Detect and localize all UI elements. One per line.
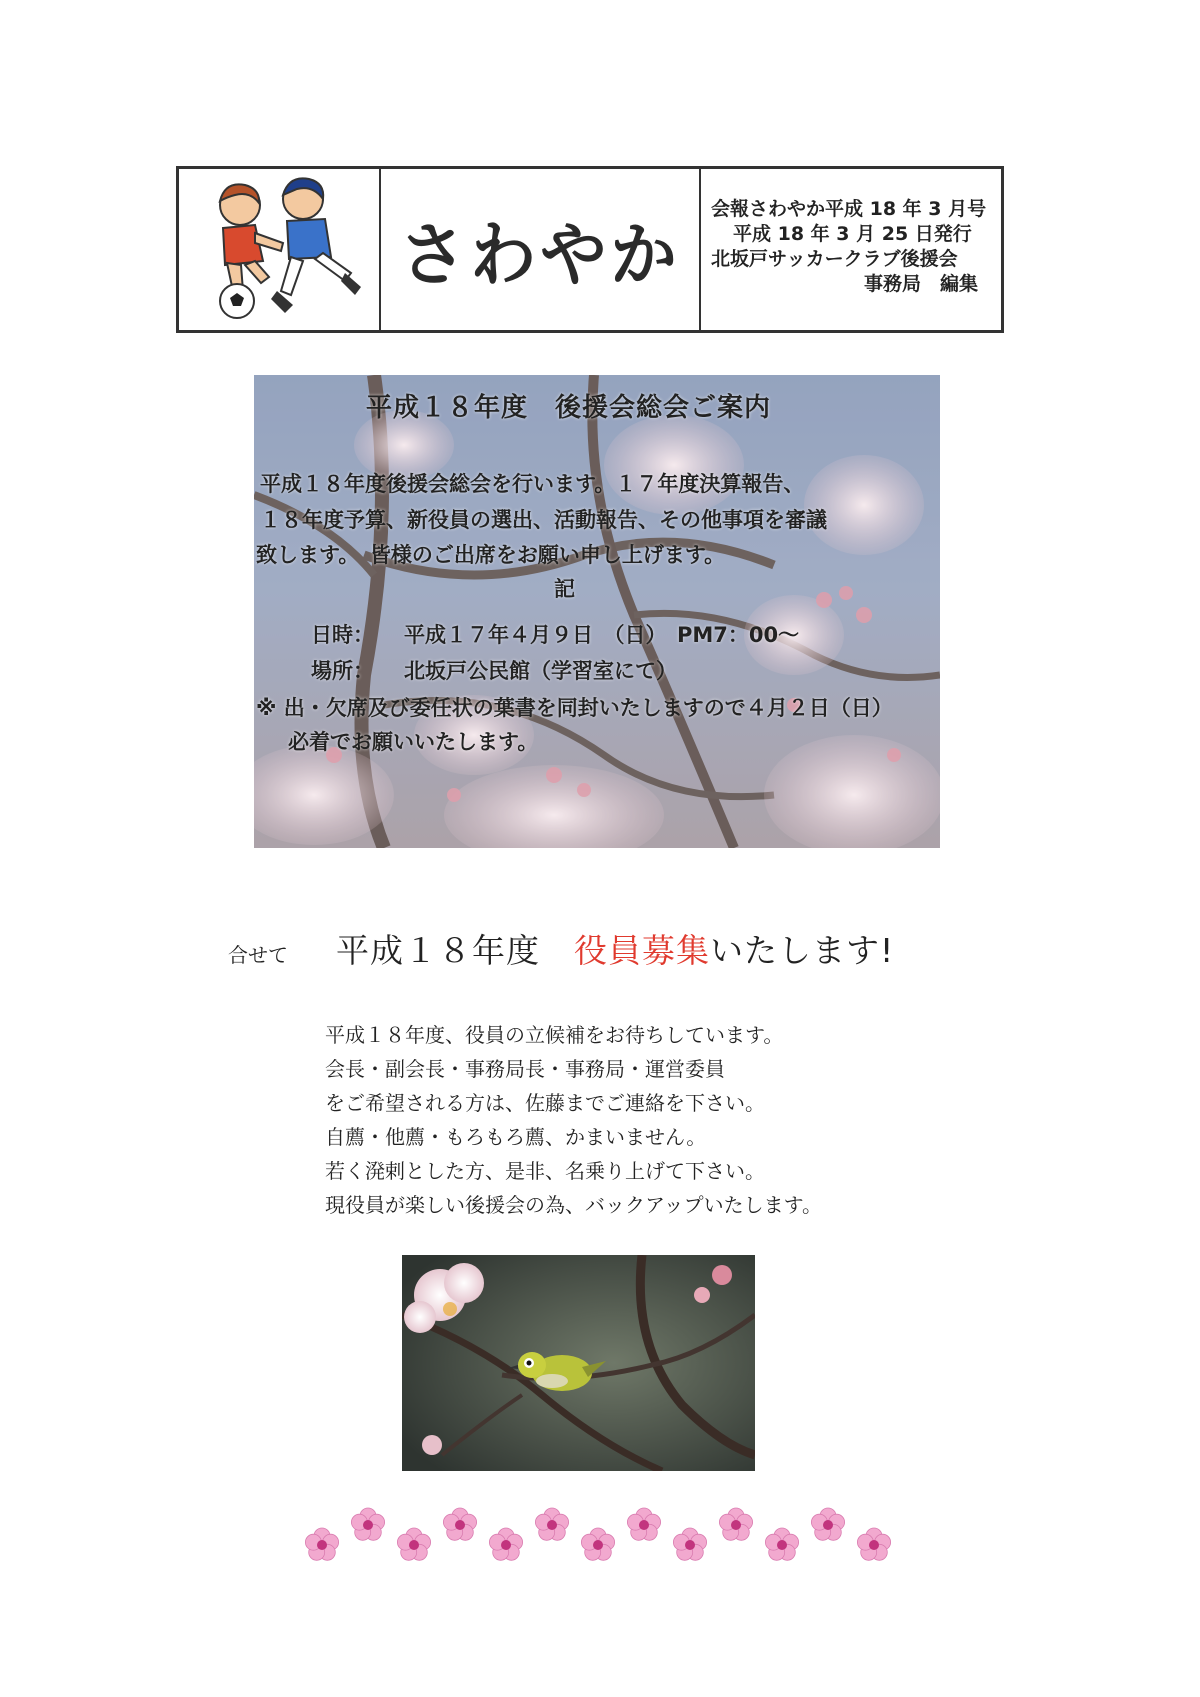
flower-icon (719, 1508, 752, 1540)
notice-ki-mark: 記 (554, 577, 575, 601)
datetime-label: 日時： (311, 623, 374, 647)
datetime-value: 平成１７年４月９日 （日） PM7：00～ (404, 623, 800, 647)
recruitment-line: 会長・副会長・事務局長・事務局・運営委員 (325, 1057, 725, 1081)
flower-icon (627, 1508, 660, 1540)
recruitment-title (336, 925, 894, 972)
recruitment-highlight: 役員募集 (574, 931, 710, 970)
recruitment-line: 若く溌剌とした方、是非、名乗り上げて下さい。 (325, 1159, 765, 1183)
header-info-cell (701, 169, 1001, 330)
cherry-blossom-photo (254, 375, 940, 848)
flower-icon (673, 1528, 706, 1560)
recruitment-title-part: いたします! (710, 931, 895, 970)
flower-icon (397, 1528, 430, 1560)
pink-flower-border (300, 1495, 920, 1575)
flower-icon (857, 1528, 890, 1560)
editor-line: 事務局 編集 (864, 273, 979, 295)
notice-title: 平成１８年度 後援会総会ご案内 (366, 393, 772, 423)
flower-icon (351, 1508, 384, 1540)
general-meeting-notice (254, 375, 940, 848)
flower-icon (489, 1528, 522, 1560)
recruitment-line: をご希望される方は、佐藤までご連絡を下さい。 (325, 1091, 765, 1115)
notice-body-line: 致します。 皆様のご出席をお願い申し上げます。 (256, 543, 726, 567)
header-illustration-cell (179, 169, 381, 330)
place-label: 場所： (311, 659, 374, 683)
newsletter-title: さわやか (399, 214, 681, 296)
issue-line: 会報さわやか平成 18 年 3 月号 (711, 198, 987, 220)
recruitment-line: 平成１８年度、役員の立候補をお待ちしています。 (325, 1023, 784, 1047)
publish-date-line: 平成 18 年 3 月 25 日発行 (733, 223, 972, 245)
recruitment-line: 現役員が楽しい後援会の為、バックアップいたします。 (325, 1193, 822, 1217)
recruitment-line: 自薦・他薦・もろもろ薦、かまいません。 (325, 1125, 707, 1149)
soccer-players-icon (185, 173, 375, 328)
header-title-cell (381, 169, 701, 330)
bird-photo-image (402, 1255, 755, 1471)
flower-icon (811, 1508, 844, 1540)
recruitment-body (325, 1018, 822, 1222)
flower-icon (305, 1528, 338, 1560)
white-eye-bird-photo (402, 1255, 755, 1471)
recruitment-prefix: 合せて (228, 943, 288, 967)
reply-note-line: 必着でお願いいたします。 (288, 730, 539, 754)
flower-icon (443, 1508, 476, 1540)
flower-icon (765, 1528, 798, 1560)
notice-body-line: １８年度予算、新役員の選出、活動報告、その他事項を審議 (260, 508, 827, 532)
flower-icon (535, 1508, 568, 1540)
newsletter-header (176, 166, 1004, 333)
recruitment-title-part: 平成１８年度 (336, 931, 574, 970)
flower-icon (581, 1528, 614, 1560)
reply-note-line: ※ 出・欠席及び委任状の葉書を同封いたしますので４月２日（日） (256, 696, 893, 720)
notice-body-line: 平成１８年度後援会総会を行います。１７年度決算報告、 (260, 472, 805, 496)
place-value: 北坂戸公民館（学習室にて） (404, 659, 677, 683)
organization-line: 北坂戸サッカークラブ後援会 (711, 248, 958, 270)
